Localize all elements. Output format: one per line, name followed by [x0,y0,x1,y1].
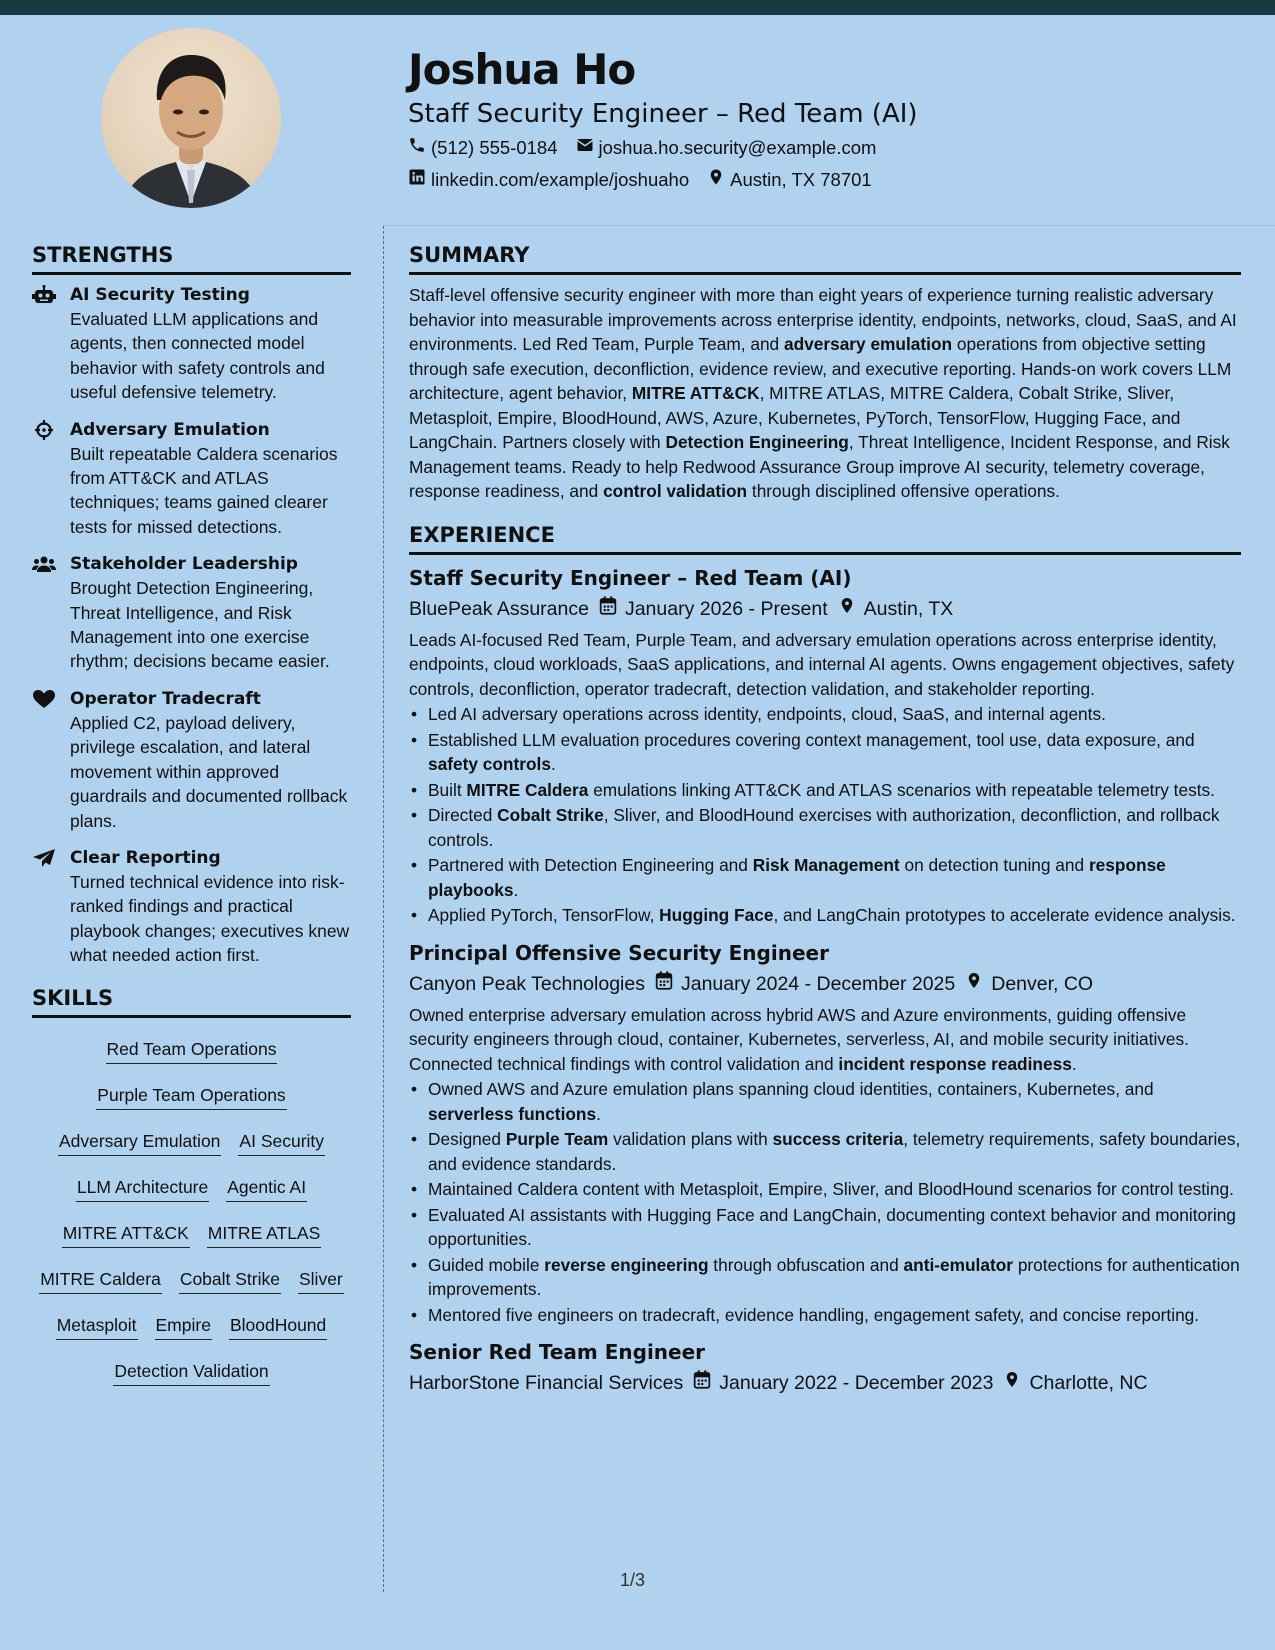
skill-tag: Cobalt Strike [179,1265,281,1294]
job-location-text: Austin, TX [863,597,954,620]
job-bullets [409,702,1241,928]
experience-list [409,563,1241,1400]
skill-tag: MITRE Caldera [39,1265,162,1294]
strength-description: Evaluated LLM applications and agents, then connected model behavior with safety controls and useful defensive telemetry. [70,309,325,403]
job-title: Senior Red Team Engineer [409,1340,706,1364]
strength-item [32,418,351,540]
job-bullet: • Evaluated AI assistants with Hugging Face and LangChain, documenting context behavior and monitoring opportunities. [409,1203,1241,1252]
skill-tag: Agentic AI [226,1173,307,1202]
skills-heading: SKILLS [32,981,351,1018]
calendar-icon [655,968,673,1000]
job-dates-text: January 2024 - December 2025 [680,972,956,995]
job-entry [409,1337,1241,1399]
job-dates-text: January 2026 - Present [624,597,828,620]
calendar-icon [599,593,617,625]
email-text: joshua.ho.security@example.com [598,137,877,158]
skill-tag: Metasploit [56,1311,138,1340]
column-divider [383,226,384,1592]
strength-item [32,687,351,833]
strength-item [32,283,351,405]
experience-heading: EXPERIENCE [409,518,1241,555]
map-pin-icon [965,968,983,1000]
job-bullet: • Mentored five engineers on tradecraft, evidence handling, engagement safety, and concise reporting. [409,1303,1241,1328]
skill-tag: MITRE ATT&CK [62,1219,190,1248]
phone-icon [408,132,426,164]
skills-list [32,1026,351,1394]
profile-photo [101,28,281,208]
skill-tag: AI Security [238,1127,325,1156]
strength-title: Adversary Emulation [70,419,270,440]
skill-tag: MITRE ATLAS [207,1219,321,1248]
candidate-headline: Staff Security Engineer – Red Team (AI) [408,99,918,129]
skill-tag: Purple Team Operations [96,1081,286,1110]
job-location [1003,1367,1147,1399]
strengths-list [32,283,351,968]
heart-icon [32,689,56,709]
job-bullet: • Maintained Caldera content with Metasploit, Empire, Sliver, and BloodHound scenarios for control testing. [409,1177,1241,1202]
users-icon [32,554,56,574]
job-bullet: • Designed Purple Team validation plans with success criteria, telemetry requirements, safety boundaries, and evidence standards. [409,1127,1241,1176]
job-meta [409,1367,1241,1399]
job-company: HarborStone Financial Services [409,1372,684,1394]
robot-icon [32,285,56,305]
strengths-heading: STRENGTHS [32,238,351,275]
job-company: Canyon Peak Technologies [409,972,645,995]
job-description: Owned enterprise adversary emulation across hybrid AWS and Azure environments, guiding offensive security engineers through cloud, container, Kubernetes, serverless, AI, and mobile security initiatives. Connected technical findings with control validation and incident response readiness. [409,1004,1189,1074]
job-company: BluePeak Assurance [409,597,589,620]
skill-tag: Adversary Emulation [58,1127,221,1156]
location-contact [707,164,872,196]
job-title: Principal Offensive Security Engineer [409,940,829,965]
job-meta [409,968,1241,1000]
strength-description: Brought Detection Engineering, Threat Intelligence, and Risk Management into one exercise rhythm; decisions became easier. [70,578,330,672]
strength-title: Operator Tradecraft [70,688,261,709]
job-entry [409,938,1241,1328]
job-bullet: • Owned AWS and Azure emulation plans spanning cloud identities, containers, Kubernetes, and serverless functions. [409,1077,1241,1126]
map-pin-icon [707,164,725,196]
contact-row-1 [408,132,1248,164]
strength-description: Applied C2, payload delivery, privilege escalation, and lateral movement within approved guardrails and documented rollback plans. [70,712,348,831]
page-number: 1/3 [620,1570,646,1590]
strength-title: Stakeholder Leadership [70,554,298,575]
job-bullets [409,1077,1241,1327]
phone-text: (512) 555-0184 [431,137,558,158]
job-location-text: Charlotte, NC [1029,1372,1148,1394]
strength-description: Turned technical evidence into risk-ranked findings and practical playbook changes; executives knew what needed action first. [70,871,350,966]
job-location [965,968,1093,1000]
job-bullet: • Established LLM evaluation procedures covering context management, tool use, data exposure, and safety controls. [409,728,1241,777]
map-pin-icon [838,593,856,625]
summary-text: Staff-level offensive security engineer with more than eight years of experience turning realistic adversary behavior into measurable improvements across enterprise identity, endpoints, networks, cloud, SaaS, and AI environments. Led Red Team, Purple Team, and adversary emulation operations from objective setting through safe execution, deconfliction, evidence review, and executive reporting. Hands-on work covers LLM architecture, agent behavior, MITRE ATT&CK, MITRE ATLAS, MITRE Caldera, Cobalt Strike, Sliver, Metasploit, Empire, BloodHound, AWS, Azure, Kubernetes, PyTorch, TensorFlow, Hugging Face, and LangChain. Partners closely with Detection Engineering, Threat Intelligence, Incident Response, and Risk Management teams. Ready to help Redwood Assurance Group improve AI security, telemetry coverage, response readiness, and control validation through disciplined offensive operations. [409,285,1237,501]
right-column [409,238,1241,1409]
job-location [838,593,954,625]
strength-item [32,846,351,968]
calendar-icon [693,1367,711,1399]
phone-contact[interactable] [408,132,558,164]
skill-tag: Sliver [298,1265,344,1294]
job-entry [409,563,1241,928]
job-bullet: • Led AI adversary operations across identity, endpoints, cloud, SaaS, and internal agents. [409,702,1241,727]
job-bullet: • Applied PyTorch, TensorFlow, Hugging Face, and LangChain prototypes to accelerate evidence analysis. [409,903,1241,928]
header-divider [382,225,1275,226]
linkedin-text: linkedin.com/example/joshuaho [431,169,690,190]
contact-row-2 [408,164,1248,196]
location-text: Austin, TX 78701 [730,169,872,190]
map-pin-icon [1003,1367,1021,1399]
strength-title: AI Security Testing [70,285,250,305]
job-meta [409,593,1241,625]
job-dates [655,968,955,1000]
job-bullet: • Partnered with Detection Engineering and Risk Management on detection tuning and response playbooks. [409,853,1241,902]
skill-tag: Detection Validation [113,1357,269,1386]
paper-plane-icon [32,848,56,868]
linkedin-contact[interactable] [408,164,689,196]
envelope-icon [576,132,594,164]
strength-item [32,552,351,674]
skill-tag: Red Team Operations [106,1035,278,1064]
skill-tag: BloodHound [229,1311,327,1340]
skill-tag: Empire [155,1311,212,1340]
email-contact[interactable] [576,132,877,164]
job-bullet: • Built MITRE Caldera emulations linking ATT&CK and ATLAS scenarios with repeatable telemetry tests. [409,778,1241,803]
candidate-name: Joshua Ho [408,45,636,94]
linkedin-icon [408,164,426,196]
job-dates-text: January 2022 - December 2023 [719,1372,994,1394]
summary-heading: SUMMARY [409,238,1241,275]
skill-tag: LLM Architecture [76,1173,209,1202]
top-bar [0,0,1275,15]
job-dates [599,593,828,625]
job-bullet: • Guided mobile reverse engineering through obfuscation and anti-emulator protections for authentication improvements. [409,1253,1241,1302]
job-dates [693,1367,993,1399]
job-title: Staff Security Engineer – Red Team (AI) [409,565,852,590]
header [408,40,1248,196]
strength-title: Clear Reporting [70,847,221,868]
job-description: Leads AI-focused Red Team, Purple Team, and adversary emulation operations across enterprise identity, endpoints, cloud workloads, SaaS applications, and internal AI agents. Owns engagement objectives, safety controls, deconfliction, operator tradecraft, detection validation, and stakeholder reporting. [409,629,1235,699]
left-column [32,238,351,1394]
strength-description: Built repeatable Caldera scenarios from ATT&CK and ATLAS techniques; teams gained clearer tests for missed detections. [70,443,338,537]
crosshair-icon [32,420,56,440]
job-location-text: Denver, CO [991,972,1094,995]
job-bullet: • Directed Cobalt Strike, Sliver, and BloodHound exercises with authorization, deconfliction, and rollback controls. [409,803,1241,852]
